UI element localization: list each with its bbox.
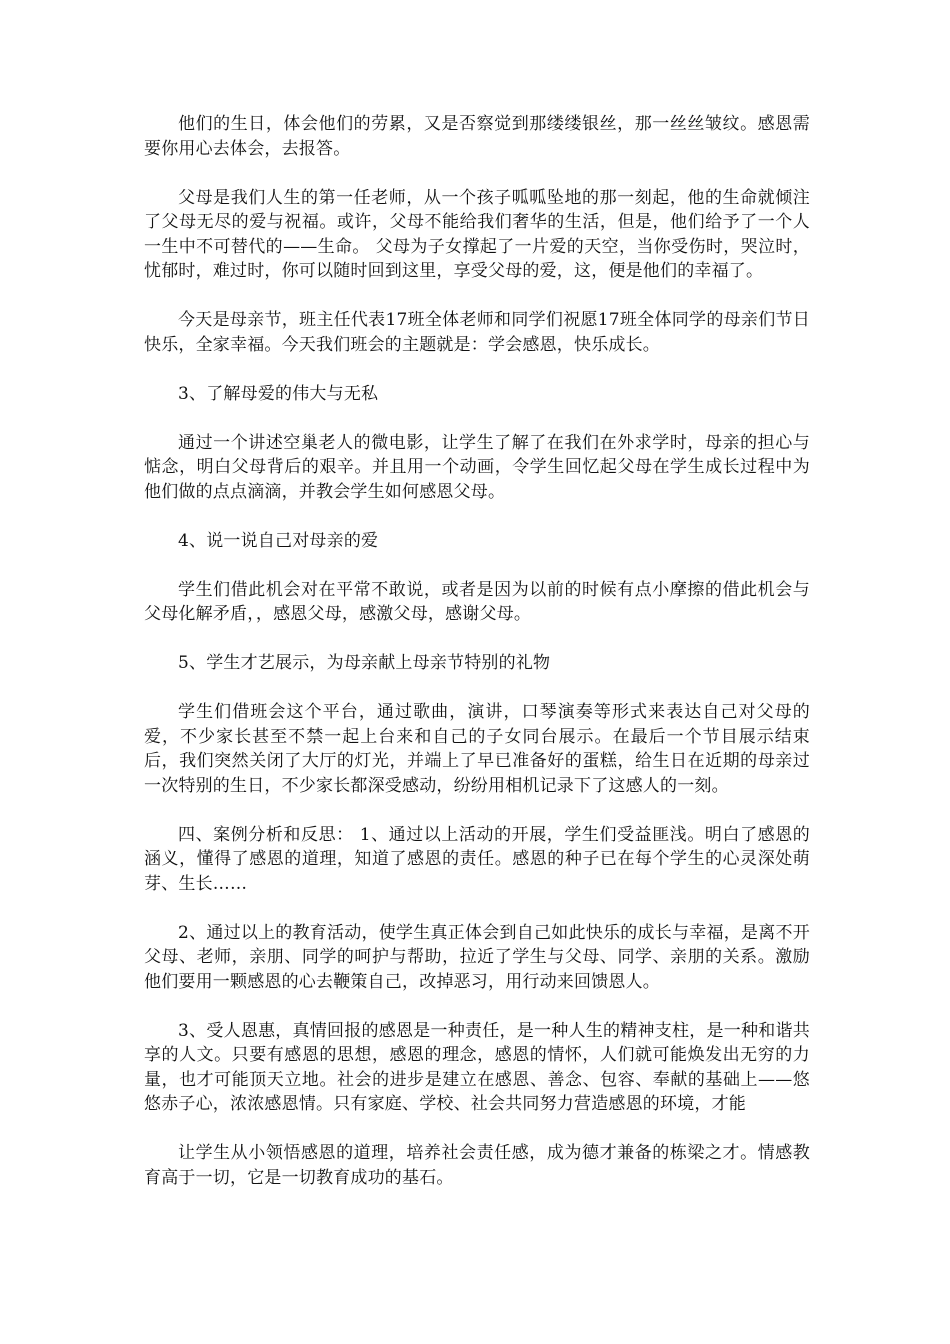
paragraph-talent-show: 学生们借班会这个平台，通过歌曲，演讲，口琴演奏等形式来表达自己对父母的爱，不少家长甚至不禁一起上台来和自己的子女同台展示。在最后一个节目展示结束后，我们突然关闭了大厅的灯光，并端上了早已准备好的蛋糕，给生日在近期的母亲过一次特别的生日，不少家长都深受感动，纷纷用相机记录下了这感人的一刻。 — [144, 702, 810, 796]
paragraph-reflection-2: 2、通过以上的教育活动，使学生真正体会到自己如此快乐的成长与幸福，是离不开父母、老师，亲朋、同学的呵护与帮助，拉近了学生与父母、同学、亲朋的关系。激励他们要用一颗感恩的心去鞭策自己，改掉恶习，用行动来回馈恩人。 — [144, 922, 810, 992]
paragraph-birthday-continuation: 他们的生日，体会他们的劳累，又是否察觉到那缕缕银丝，那一丝丝皱纹。感恩需要你用心去体会，去报答。 — [144, 114, 810, 159]
paragraph-conclusion: 让学生从小领悟感恩的道理，培养社会责任感，成为德才兼备的栋梁之才。情感教育高于一切，它是一切教育成功的基石。 — [144, 1143, 810, 1188]
paragraph-parents-first-teacher: 父母是我们人生的第一任老师，从一个孩子呱呱坠地的那一刻起，他的生命就倾注了父母无尽的爱与祝福。或许，父母不能给我们奢华的生活，但是，他们给予了一个人一生中不可替代的——生命。 父母为子女撑起了一片爱的天空，当你受伤时，哭泣时，忧郁时，难过时，你可以随时回到这里，享受父母的爱，这，便是他们的幸福了。 — [144, 187, 810, 281]
paragraph-reflection-3: 3、受人恩惠，真情回报的感恩是一种责任，是一种人生的精神支柱，是一种和谐共享的人文。只要有感恩的思想，感恩的理念，感恩的情怀，人们就可能焕发出无穷的力量，也才可能顶天立地。社会的进步是建立在感恩、善念、包容、奉献的基础上——悠悠赤子心，浓浓感恩情。只有家庭、学校、社会共同努力营造感恩的环境，才能 — [144, 1020, 810, 1114]
section-heading-4: 4、说一说自己对母亲的爱 — [178, 530, 379, 551]
section-heading-5: 5、学生才艺展示，为母亲献上母亲节特别的礼物 — [178, 653, 551, 673]
paragraph-micro-film: 通过一个讲述空巢老人的微电影，让学生了解了在我们在外求学时，母亲的担心与惦念，明白父母背后的艰辛。并且用一个动画，令学生回忆起父母在学生成长过程中为他们做的点点滴滴，并教会学生如何感恩父母。 — [144, 432, 810, 502]
paragraph-mothers-day-theme: 今天是母亲节，班主任代表17班全体老师和同学们祝愿17班全体同学的母亲们节日快乐，全家幸福。今天我们班会的主题就是：学会感恩，快乐成长。 — [144, 310, 810, 355]
paragraph-case-analysis: 四、案例分析和反思： 1、通过以上活动的开展，学生们受益匪浅。明白了感恩的涵义，懂得了感恩的道理，知道了感恩的责任。感恩的种子已在每个学生的心灵深处萌芽、生长…… — [144, 824, 810, 894]
section-heading-3: 3、了解母爱的伟大与无私 — [178, 383, 379, 404]
paragraph-express-love: 学生们借此机会对在平常不敢说，或者是因为以前的时候有点小摩擦的借此机会与父母化解矛盾，，感恩父母，感激父母，感谢父母。 — [144, 579, 810, 624]
document-body — [144, 112, 810, 1215]
